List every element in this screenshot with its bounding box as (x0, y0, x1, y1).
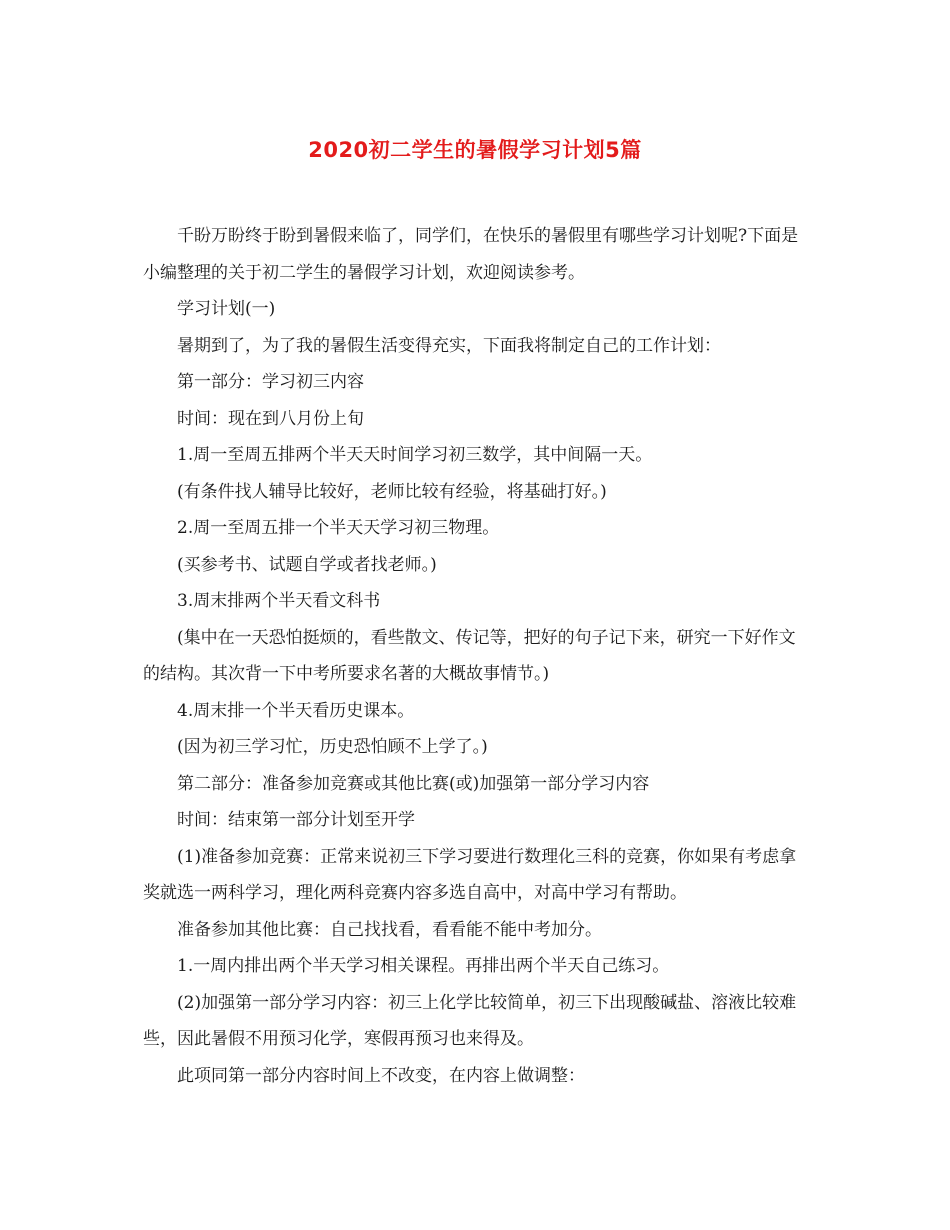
paragraph: 2.周一至周五排一个半天天学习初三物理。 (177, 518, 500, 538)
paragraph: 暑期到了，为了我的暑假生活变得充实，下面我将制定自己的工作计划： (177, 335, 721, 356)
paragraph: (因为初三学习忙，历史恐怕顾不上学了。) (177, 737, 488, 757)
paragraph: (1)准备参加竞赛：正常来说初三下学习要进行数理化三科的竞赛，你如果有考虑拿奖就选一两科学习，理化两科竞赛内容多选自高中，对高中学习有帮助。 (143, 846, 797, 903)
paragraph: 1.一周内排出两个半天学习相关课程。再排出两个半天自己练习。 (177, 956, 670, 976)
paragraph: 1.周一至周五排两个半天天时间学习初三数学，其中间隔一天。 (177, 445, 653, 465)
paragraph-intro: 千盼万盼终于盼到暑假来临了，同学们，在快乐的暑假里有哪些学习计划呢?下面是小编整理的关于初二学生的暑假学习计划，欢迎阅读参考。 (143, 226, 799, 283)
document-body (143, 218, 811, 1094)
paragraph: (有条件找人辅导比较好，老师比较有经验，将基础打好。) (177, 481, 607, 502)
paragraph: 准备参加其他比赛：自己找找看，看看能不能中考加分。 (177, 919, 602, 940)
paragraph: 此项同第一部分内容时间上不改变，在内容上做调整： (177, 1065, 585, 1086)
paragraph: (集中在一天恐怕挺烦的，看些散文、传记等，把好的句子记下来，研究一下好作文的结构。其次背一下中考所要求名著的大概故事情节。) (143, 627, 796, 684)
paragraph: 时间：结束第一部分计划至开学 (177, 810, 415, 830)
paragraph-section-heading: 第二部分：准备参加竞赛或其他比赛(或)加强第一部分学习内容 (177, 773, 650, 794)
paragraph: 3.周末排两个半天看文科书 (177, 591, 381, 611)
paragraph: 时间：现在到八月份上旬 (177, 408, 364, 429)
paragraph: 4.周末排一个半天看历史课本。 (177, 700, 415, 721)
paragraph-section-heading: 第一部分：学习初三内容 (177, 372, 364, 392)
paragraph: (买参考书、试题自学或者找老师。) (177, 554, 437, 575)
paragraph-plan-heading: 学习计划(一) (177, 299, 276, 319)
document-title: 2020初二学生的暑假学习计划5篇 (308, 138, 642, 162)
paragraph: (2)加强第一部分学习内容：初三上化学比较简单，初三下出现酸碱盐、溶液比较难些，因此暑假不用预习化学，寒假再预习也来得及。 (143, 992, 797, 1049)
